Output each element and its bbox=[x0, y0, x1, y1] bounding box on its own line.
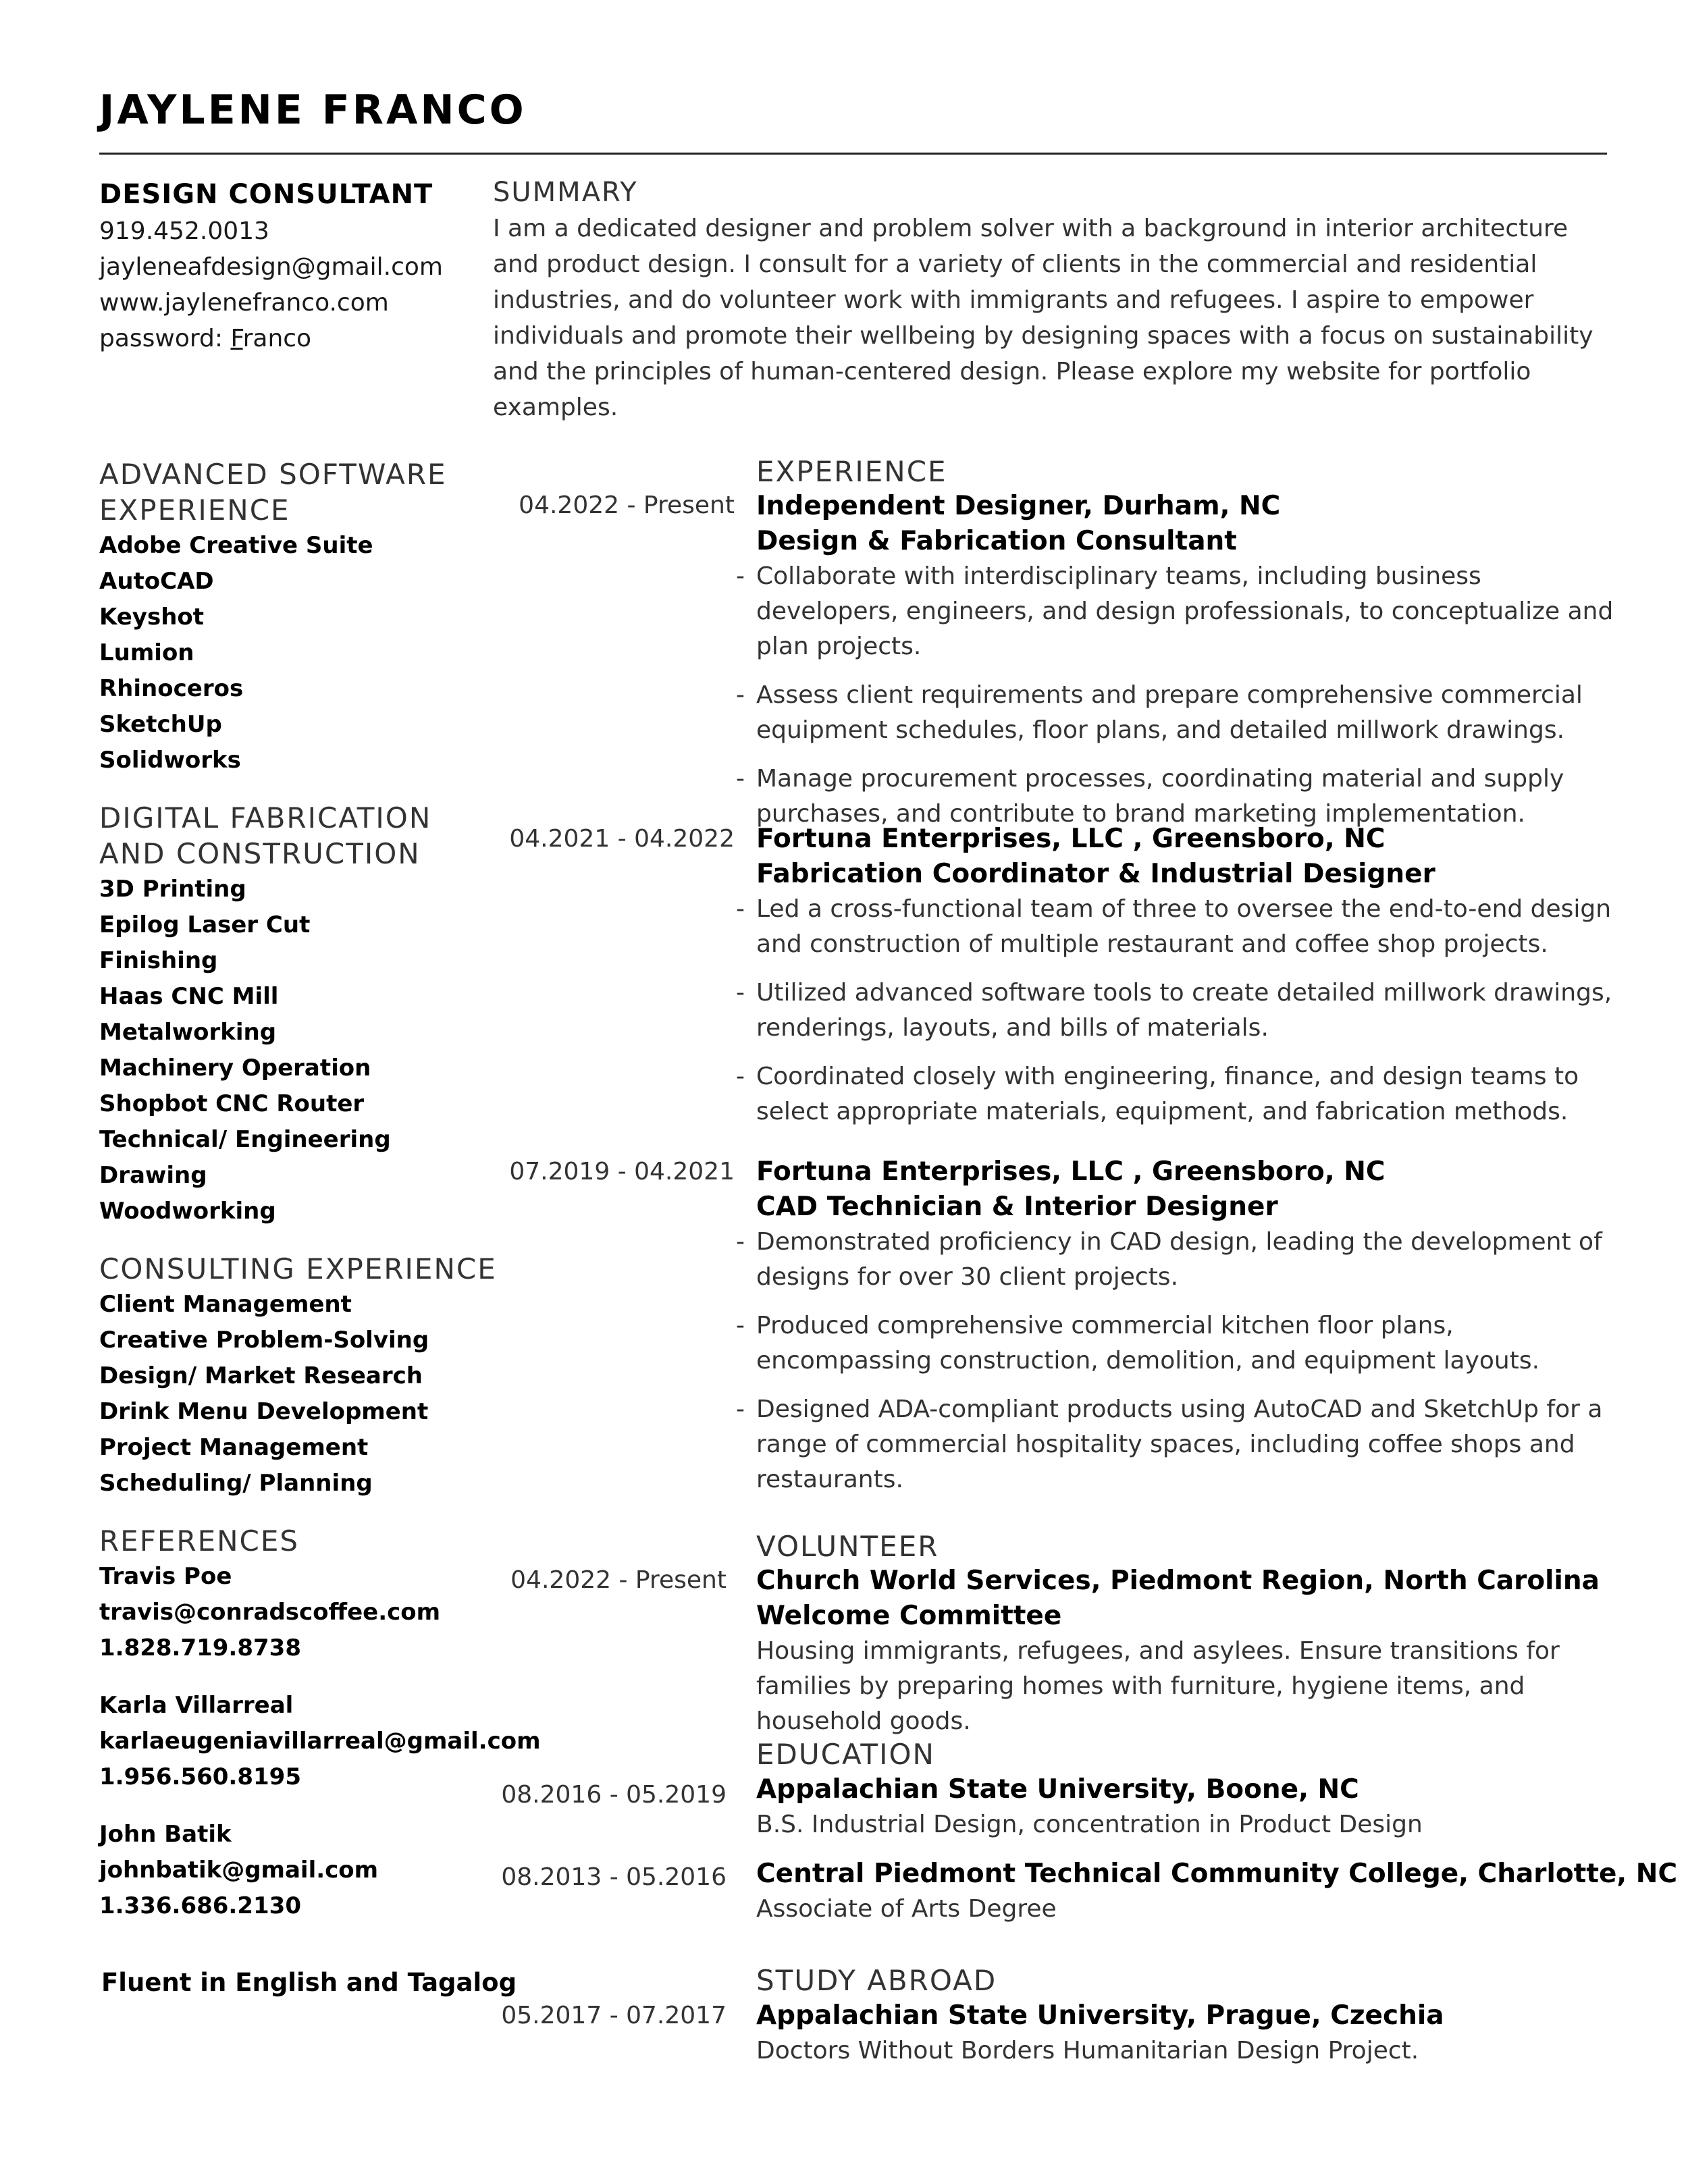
consulting-item: Project Management bbox=[99, 1434, 369, 1461]
school-name: Appalachian State University, Boone, NC bbox=[756, 1774, 1359, 1805]
dash-icon: - bbox=[736, 765, 745, 793]
job-bullet-text: Utilized advanced software tools to create detailed millwork drawings, renderings, layouts, and bills of materials. bbox=[756, 979, 1612, 1042]
job-bullet-text: Coordinated closely with engineering, finance, and design teams to select appropriate materials, equipment, and fabrication methods. bbox=[756, 1063, 1579, 1125]
study-abroad-date: 05.2017 - 07.2017 bbox=[501, 2002, 727, 2029]
job-bullet-text: Produced comprehensive commercial kitchen floor plans, encompassing construction, demolition, and equipment layouts. bbox=[756, 1312, 1540, 1375]
fabrication-item: Woodworking bbox=[99, 1198, 276, 1225]
job-date: 04.2022 - Present bbox=[519, 491, 735, 519]
study-abroad-school: Appalachian State University, Prague, Czechia bbox=[756, 2000, 1444, 2031]
references-heading: REFERENCES bbox=[99, 1524, 300, 1557]
consulting-item: Creative Problem-Solving bbox=[99, 1327, 429, 1354]
software-list bbox=[99, 528, 477, 778]
volunteer-date: 04.2022 - Present bbox=[510, 1566, 727, 1594]
job-bullet bbox=[736, 1392, 1614, 1497]
software-item: Solidworks bbox=[99, 747, 241, 774]
job-role: CAD Technician & Interior Designer bbox=[756, 1192, 1278, 1222]
reference-name: Karla Villarreal bbox=[99, 1692, 294, 1719]
job-bullet-text: Assess client requirements and prepare comprehensive commercial equipment schedules, floor plans, and detailed millwork drawings. bbox=[756, 681, 1583, 744]
job-bullet-text: Collaborate with interdisciplinary teams, including business developers, engineers, and design professionals, to conceptualize and plan projects. bbox=[756, 562, 1614, 660]
languages-line: Fluent in English and Tagalog bbox=[101, 1968, 517, 1997]
consulting-item: Design/ Market Research bbox=[99, 1362, 423, 1389]
dash-icon: - bbox=[736, 979, 745, 1007]
education-entry bbox=[756, 1857, 1678, 1927]
volunteer-heading: VOLUNTEER bbox=[756, 1530, 939, 1563]
experience-heading: EXPERIENCE bbox=[756, 455, 947, 488]
job-date: 04.2021 - 04.2022 bbox=[509, 825, 735, 853]
fabrication-heading-line2: AND CONSTRUCTION bbox=[99, 837, 421, 870]
job-role: Fabrication Coordinator & Industrial Designer bbox=[756, 859, 1435, 889]
job-bullet-text: Designed ADA-compliant products using AutoCAD and SketchUp for a range of commercial hospitality spaces, including coffee shops and restaurants. bbox=[756, 1395, 1603, 1493]
job-bullet-text: Manage procurement processes, coordinating material and supply purchases, and contribute to brand marketing implementation. bbox=[756, 765, 1564, 828]
education-heading: EDUCATION bbox=[756, 1738, 935, 1771]
job-bullet bbox=[736, 678, 1614, 748]
reference-name: John Batik bbox=[99, 1821, 232, 1848]
website-link[interactable]: www.jaylenefranco.com bbox=[99, 289, 389, 317]
software-heading-line2: EXPERIENCE bbox=[99, 494, 290, 527]
study-abroad-entry bbox=[756, 1998, 1614, 2069]
consulting-list bbox=[99, 1287, 477, 1501]
education-date: 08.2013 - 05.2016 bbox=[501, 1863, 727, 1891]
job-bullet bbox=[736, 559, 1614, 664]
phone-number: 919.452.0013 bbox=[99, 217, 269, 245]
job-bullet bbox=[736, 1225, 1614, 1295]
reference-gap bbox=[99, 1666, 477, 1688]
software-item: Lumion bbox=[99, 639, 194, 666]
section-gap bbox=[99, 778, 477, 800]
fabrication-item: Epilog Laser Cut bbox=[99, 911, 311, 938]
education-entry bbox=[756, 1772, 1614, 1842]
reference-name: Travis Poe bbox=[99, 1563, 232, 1590]
fabrication-heading: DIGITAL FABRICATION bbox=[99, 801, 432, 834]
fabrication-item: Finishing bbox=[99, 947, 218, 974]
job-bullet bbox=[736, 892, 1614, 962]
consulting-item: Scheduling/ Planning bbox=[99, 1470, 373, 1497]
job-company: Fortuna Enterprises, LLC , Greensboro, NC bbox=[756, 1156, 1386, 1187]
job-bullet bbox=[736, 1059, 1614, 1129]
school-name: Central Piedmont Technical Community College, Charlotte, NC bbox=[756, 1859, 1678, 1889]
software-heading: ADVANCED SOFTWARE bbox=[99, 458, 447, 491]
job-title: DESIGN CONSULTANT bbox=[99, 179, 433, 210]
job-company: Independent Designer, Durham, NC bbox=[756, 491, 1281, 521]
reference-email[interactable]: travis@conradscoffee.com bbox=[99, 1599, 441, 1626]
password-label: password: bbox=[99, 325, 231, 352]
dash-icon: - bbox=[736, 1312, 745, 1339]
dash-icon: - bbox=[736, 562, 745, 590]
school-degree: B.S. Industrial Design, concentration in Product Design bbox=[756, 1811, 1423, 1838]
reference-phone: 1.828.719.8738 bbox=[99, 1634, 301, 1661]
volunteer-text: Housing immigrants, refugees, and asylees. Ensure transitions for families by preparing homes with furniture, hygiene items, and household goods. bbox=[756, 1637, 1560, 1735]
reference-phone: 1.336.686.2130 bbox=[99, 1892, 301, 1919]
reference-email[interactable]: johnbatik@gmail.com bbox=[99, 1857, 379, 1884]
education-date: 08.2016 - 05.2019 bbox=[501, 1781, 727, 1809]
summary-section bbox=[493, 174, 1614, 425]
consulting-item: Drink Menu Development bbox=[99, 1398, 429, 1425]
sidebar bbox=[99, 456, 541, 1924]
email-link[interactable]: jayleneafdesign@gmail.com bbox=[99, 253, 443, 281]
job-bullet bbox=[736, 976, 1614, 1046]
job-bullet-text: Led a cross-functional team of three to oversee the end-to-end design and construction of multiple restaurant and coffee shop projects. bbox=[756, 895, 1612, 958]
header-divider bbox=[99, 153, 1607, 155]
job-entry bbox=[736, 1154, 1614, 1497]
job-entry bbox=[736, 822, 1614, 1129]
summary-heading: SUMMARY bbox=[493, 177, 638, 208]
fabrication-item: Shopbot CNC Router bbox=[99, 1090, 365, 1117]
job-bullet-text: Demonstrated proficiency in CAD design, leading the development of designs for over 30 client projects. bbox=[756, 1228, 1602, 1291]
dash-icon: - bbox=[736, 1395, 745, 1423]
reference-gap bbox=[99, 1795, 477, 1817]
job-bullet bbox=[736, 1308, 1614, 1379]
fabrication-item: Drawing bbox=[99, 1162, 207, 1189]
fabrication-item: Technical/ Engineering bbox=[99, 1126, 391, 1153]
software-item: Keyshot bbox=[99, 604, 205, 631]
password-rest: ranco bbox=[242, 325, 312, 352]
volunteer-role: Welcome Committee bbox=[756, 1601, 1062, 1631]
school-degree: Associate of Arts Degree bbox=[756, 1895, 1057, 1923]
dash-icon: - bbox=[736, 895, 745, 923]
reference-phone: 1.956.560.8195 bbox=[99, 1763, 301, 1790]
dash-icon: - bbox=[736, 681, 745, 709]
password-initial: F bbox=[230, 325, 243, 352]
reference-email[interactable]: karlaeugeniavillarreal@gmail.com bbox=[99, 1728, 541, 1755]
volunteer-entry bbox=[756, 1564, 1614, 1739]
study-abroad-heading: STUDY ABROAD bbox=[756, 1964, 997, 1997]
software-item: Adobe Creative Suite bbox=[99, 532, 373, 559]
job-company: Fortuna Enterprises, LLC , Greensboro, NC bbox=[756, 824, 1386, 854]
job-date: 07.2019 - 04.2021 bbox=[509, 1158, 735, 1186]
volunteer-org: Church World Services, Piedmont Region, North Carolina bbox=[756, 1566, 1600, 1596]
summary-text: I am a dedicated designer and problem solver with a background in interior architecture and product design. I consult for a variety of clients in the commercial and residential industries, and do volunteer work with immigrants and refugees. I aspire to empower individuals and promote their wellbeing by designing spaces with a focus on sustainability and the principles of human-centered design. Please explore my website for portfolio examples. bbox=[493, 215, 1593, 421]
dash-icon: - bbox=[736, 1228, 745, 1256]
software-item: AutoCAD bbox=[99, 568, 214, 595]
dash-icon: - bbox=[736, 1063, 745, 1090]
software-item: Rhinoceros bbox=[99, 675, 244, 702]
candidate-name: JAYLENE FRANCO bbox=[99, 86, 527, 134]
section-gap bbox=[99, 1501, 477, 1523]
fabrication-item: Machinery Operation bbox=[99, 1055, 371, 1082]
fabrication-item: 3D Printing bbox=[99, 876, 246, 903]
section-gap bbox=[99, 1229, 477, 1251]
consulting-item: Client Management bbox=[99, 1291, 352, 1318]
password-line bbox=[99, 321, 477, 356]
software-item: SketchUp bbox=[99, 711, 222, 738]
study-abroad-text: Doctors Without Borders Humanitarian Design Project. bbox=[756, 2037, 1419, 2065]
job-entry bbox=[736, 489, 1614, 832]
contact-block bbox=[99, 176, 477, 356]
fabrication-list bbox=[99, 872, 477, 1229]
job-role: Design & Fabrication Consultant bbox=[756, 526, 1237, 556]
consulting-heading: CONSULTING EXPERIENCE bbox=[99, 1252, 497, 1285]
fabrication-item: Haas CNC Mill bbox=[99, 983, 279, 1010]
fabrication-item: Metalworking bbox=[99, 1019, 277, 1046]
